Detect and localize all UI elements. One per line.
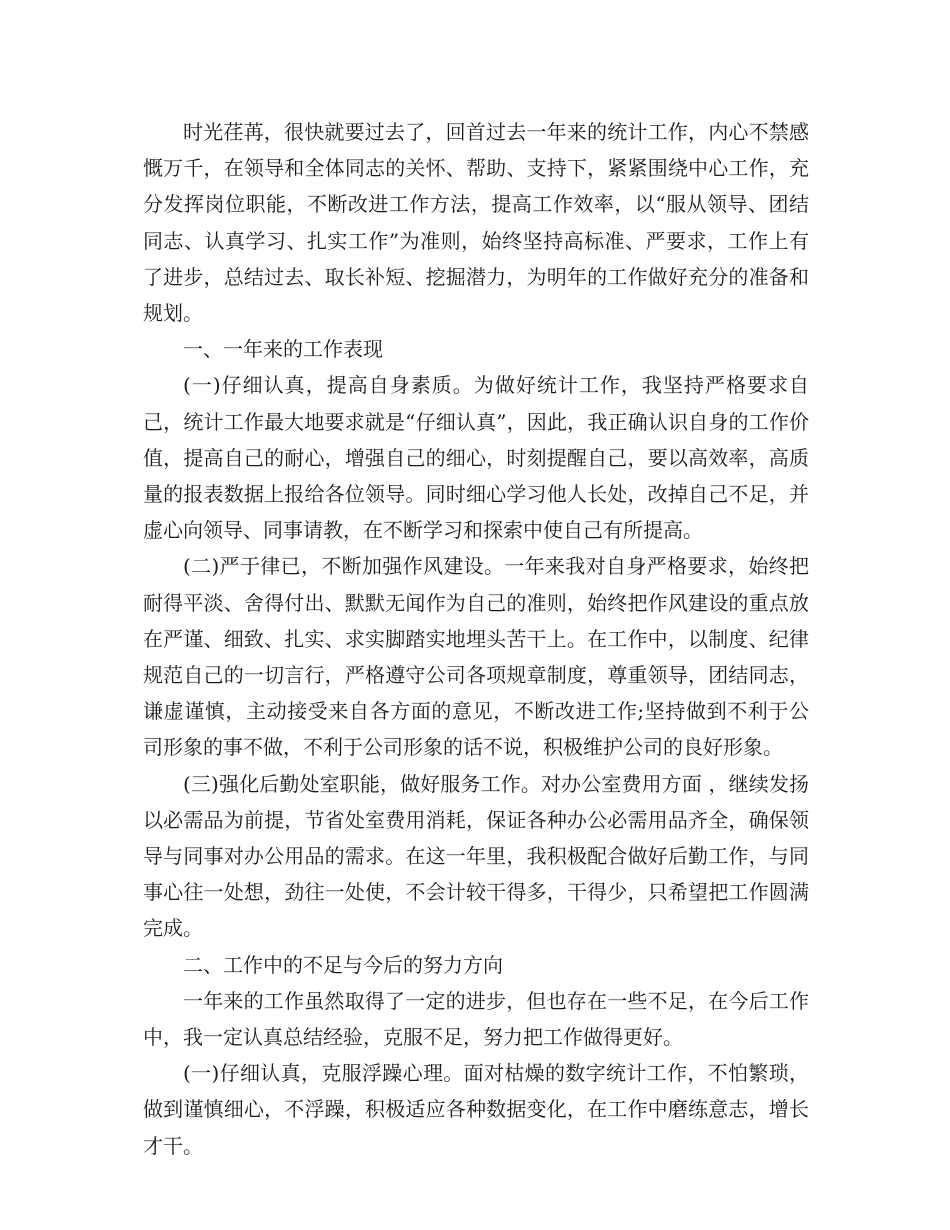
intro-paragraph: 时光荏苒，很快就要过去了，回首过去一年来的统计工作，内心不禁感慨万千，在领导和全体同志的关怀、帮助、支持下，紧紧围绕中心工作，充分发挥岗位职能，不断改进工作方法，提高工作效率，以“服从领导、团结同志、认真学习、扎实工作”为准则，始终坚持高标准、严要求，工作上有了进步，总结过去、取长补短、挖掘潜力，为明年的工作做好充分的准备和规划。 (143, 120, 809, 326)
section-heading-shortcomings: 二、工作中的不足与今后的努力方向 (183, 952, 503, 977)
paragraph-careful-quality: (一)仔细认真，提高自身素质。为做好统计工作，我坚持严格要求自己，统计工作最大地要求就是“仔细认真”，因此，我正确认识自身的工作价值，提高自己的耐心，增强自己的细心，时刻提醒自己，要以高效率，高质量的报表数据上报给各位领导。同时细心学习他人长处，改掉自己不足，并虚心向领导、同事请教，在不断学习和探索中使自己有所提高。 (143, 373, 809, 543)
paragraph-shortcomings-intro: 一年来的工作虽然取得了一定的进步，但也存在一些不足，在今后工作中，我一定认真总结经验，克服不足，努力把工作做得更好。 (143, 988, 809, 1050)
paragraph-self-discipline: (二)严于律已，不断加强作风建设。一年来我对自身严格要求，始终把耐得平淡、舍得付出、默默无闻作为自己的准则，始终把作风建设的重点放在严谨、细致、扎实、求实脚踏实地埋头苦干上。在工作中，以制度、纪律规范自己的一切言行，严格遵守公司各项规章制度，尊重领导，团结同志，谦虚谨慎，主动接受来自各方面的意见，不断改进工作;坚持做到不利于公司形象的事不做，不利于公司形象的话不说，积极维护公司的良好形象。 (143, 554, 809, 760)
paragraph-overcome-impatience: (一)仔细认真，克服浮躁心理。面对枯燥的数字统计工作，不怕繁琐，做到谨慎细心，不浮躁，积极适应各种数据变化，在工作中磨练意志，增长才干。 (143, 1061, 809, 1158)
document-body (143, 114, 809, 1164)
section-heading-work-performance: 一、一年来的工作表现 (183, 337, 383, 362)
paragraph-logistics-service: (三)强化后勤处室职能，做好服务工作。对办公室费用方面 ，继续发扬以必需品为前提，节省处室费用消耗，保证各种办公必需用品齐全，确保领导与同事对办公用品的需求。在这一年里，我积极配合做好后勤工作，与同事心往一处想，劲往一处使，不会计较干得多，干得少，只希望把工作圆满完成。 (143, 771, 809, 941)
